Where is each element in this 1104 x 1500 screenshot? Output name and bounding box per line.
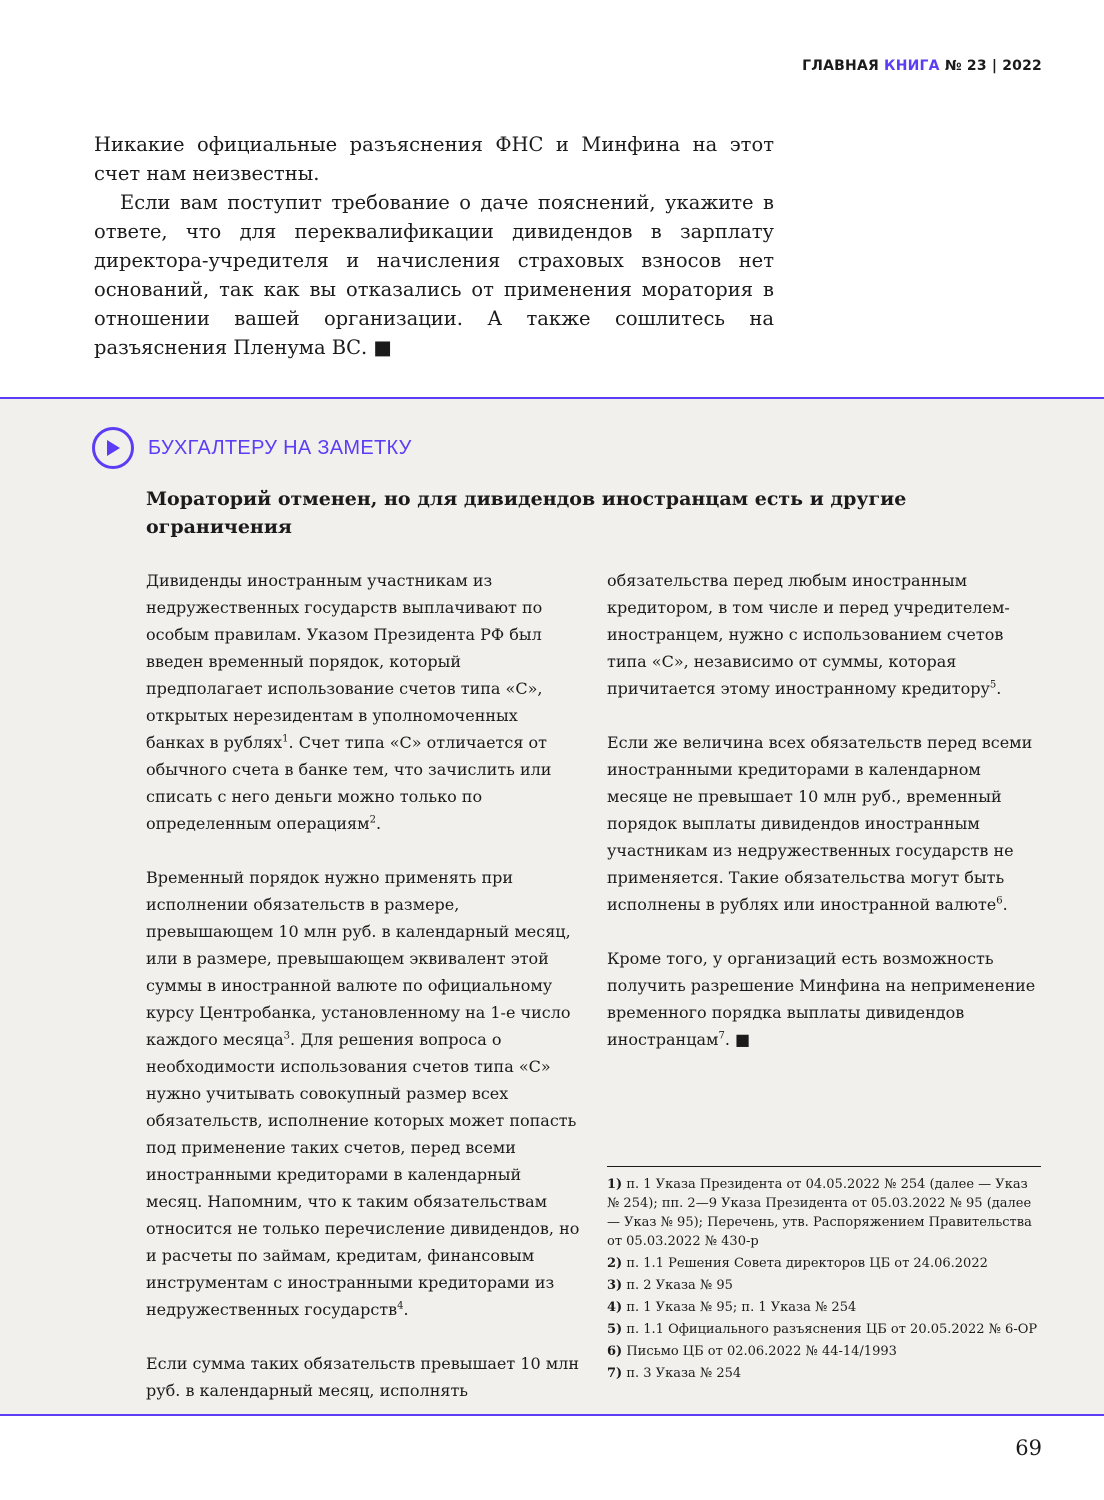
right-paragraph-2: Если же величина всех обязательств перед всеми иностранными кредиторами в календарном месяце не превышает 10 млн руб., временный порядок выплаты дивидендов иностранным участникам из недружественных государств не применяется. Такие обязательства могут быть исполнены в рублях или иностранной валюте$^6$. [607, 733, 1033, 914]
right-paragraph-3: Кроме того, у организаций есть возможность получить разрешение Минфина на неприменение временного порядка выплаты дивидендов иностранцам$^7$. ■ [607, 949, 1036, 1049]
intro-paragraph-1: Никакие официальные разъяснения ФНС и Минфина на этот счет нам неизвестны. [94, 133, 774, 185]
footnote-item: 2) п. 1.1 Решения Совета директоров ЦБ от 24.06.2022 [607, 1256, 988, 1271]
left-paragraph-1: Дивиденды иностранным участникам из недружественных государств выплачивают по особым правилам. Указом Президента РФ был введен временный порядок, который предполагает использование счетов типа «С», открытых нерезидентам в уполномоченных банках в рублях$^1$. Счет типа «С» отличается от обычного счета в банке тем, что зачислить или списать с него деньги можно только по определенным операциям$^2$. [146, 571, 552, 833]
footnote-ref-1: 1 [282, 733, 289, 745]
footnote-ref-4: 4 [397, 1300, 404, 1312]
footnote-item: 5) п. 1.1 Официального разъяснения ЦБ от 20.05.2022 № 6-ОР [607, 1322, 1038, 1337]
brand-name-part2: КНИГА [884, 58, 940, 74]
note-column-left [146, 567, 580, 1431]
note-column-right [607, 567, 1041, 1080]
issue-number: № 23 | 2022 [944, 58, 1042, 74]
play-circle-icon [92, 427, 134, 469]
footnote-item: 4) п. 1 Указа № 95; п. 1 Указа № 254 [607, 1300, 857, 1315]
footnote-ref-5: 5 [989, 679, 997, 691]
note-label: БУХГАЛТЕРУ НА ЗАМЕТКУ [148, 436, 412, 459]
right-paragraph-1: обязательства перед любым иностранным кредитором, в том числе и перед учредителем-иностранцем, нужно с использованием счетов типа «С», независимо от суммы, которая причитается этому иностранному кредитору$^5$. [607, 571, 1010, 698]
footnote-ref-6: 6 [996, 895, 1003, 907]
footnote-item: 7) п. 3 Указа № 254 [607, 1366, 742, 1381]
left-paragraph-2: Временный порядок нужно применять при исполнении обязательств в размере, превышающем 10 млн руб. в календарный месяц, или в размере, превышающем эквивалент этой суммы в иностранной валюте по официальному курсу Центробанка, установленному на 1-е число каждого месяца$^3$. Для решения вопроса о необходимости использования счетов типа «С» нужно учитывать совокупный размер всех обязательств, исполнение которых может попасть под применение таких счетов, перед всеми иностранными кредиторами в календарный месяц. Напомним, что к таким обязательствам относится не только перечисление дивидендов, но и расчеты по займам, кредитам, финансовым инструментам с иностранными кредиторами из недружественных государств$^4$. [146, 868, 580, 1319]
footnote-item: 6) Письмо ЦБ от 02.06.2022 № 44-14/1993 [607, 1344, 897, 1359]
brand-name-part1: ГЛАВНАЯ [802, 58, 879, 74]
intro-paragraph-2: Если вам поступит требование о даче пояснений, укажите в ответе, что для переквалификации дивидендов в зарплату директора-учредителя и начисления страховых взносов нет оснований, так как вы отказались от применения моратория в отношении вашей организации. А также сошлитесь на разъяснения Пленума ВС. ■ [94, 191, 774, 359]
footnote-divider [607, 1166, 1041, 1167]
footnote-ref-3: 3 [283, 1030, 291, 1042]
footnote-item: 1) п. 1 Указа Президента от 04.05.2022 № 254 (далее — Указ № 254); пп. 2—9 Указа Президента от 05.03.2022 № 95 (далее — Указ № 95); Перечень, утв. Распоряжением Правительства от 05.03.2022 № 430-р [607, 1177, 1032, 1249]
accountant-note-box [0, 397, 1104, 1416]
intro-text [94, 130, 774, 362]
footnote-ref-2: 2 [369, 814, 376, 826]
note-title: Мораторий отменен, но для дивидендов иностранцам есть и другие ограничения [146, 488, 907, 538]
footnote-item: 3) п. 2 Указа № 95 [607, 1278, 733, 1293]
page-number: 69 [1015, 1436, 1042, 1460]
left-paragraph-3: Если сумма таких обязательств превышает 10 млн руб. в календарный месяц, исполнять [146, 1354, 579, 1400]
magazine-header [802, 58, 1042, 74]
note-heading [92, 427, 412, 469]
footnotes [607, 1175, 1041, 1386]
footnote-ref-7: 7 [718, 1030, 725, 1042]
